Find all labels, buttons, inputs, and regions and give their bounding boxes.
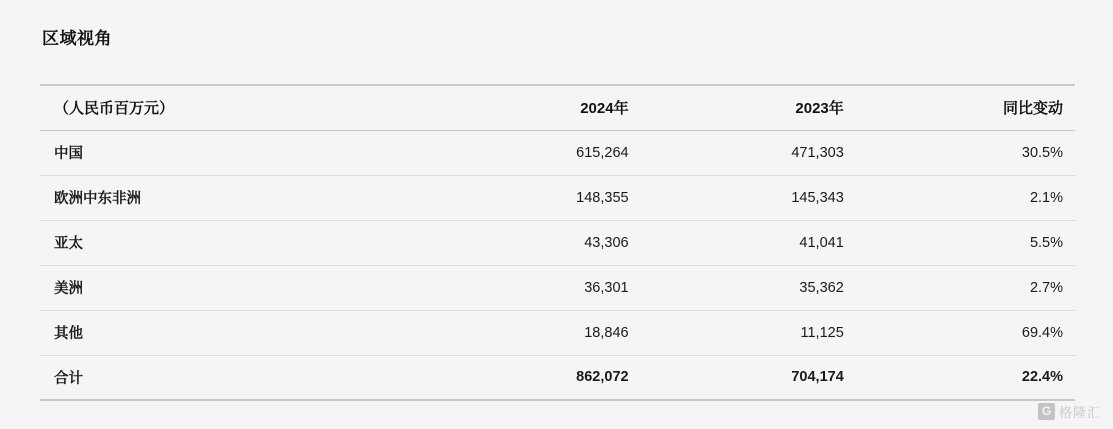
- total-value-2023: 704,174: [645, 355, 860, 400]
- row-value-change: 2.1%: [860, 175, 1075, 220]
- row-value-change: 30.5%: [860, 130, 1075, 175]
- table-total-row: [40, 355, 1075, 400]
- row-value-2023: 145,343: [645, 175, 860, 220]
- column-header-2023: 2023年: [645, 85, 860, 130]
- row-value-2023: 11,125: [645, 310, 860, 355]
- page-title: 区域视角: [42, 29, 112, 48]
- table-row: [40, 175, 1075, 220]
- row-value-change: 2.7%: [860, 265, 1075, 310]
- region-table-container: [40, 84, 1075, 401]
- row-value-2024: 615,264: [429, 130, 644, 175]
- region-table: [40, 84, 1075, 401]
- watermark-logo-icon: G: [1038, 403, 1055, 420]
- row-value-2023: 41,041: [645, 220, 860, 265]
- table-row: [40, 310, 1075, 355]
- row-label: 亚太: [40, 220, 429, 265]
- total-value-change: 22.4%: [860, 355, 1075, 400]
- row-value-2023: 35,362: [645, 265, 860, 310]
- row-value-2023: 471,303: [645, 130, 860, 175]
- unit-label: （人民币百万元）: [40, 85, 429, 130]
- watermark: [1038, 402, 1101, 421]
- watermark-text: 格隆汇: [1058, 405, 1101, 420]
- row-value-change: 5.5%: [860, 220, 1075, 265]
- table-row: [40, 220, 1075, 265]
- total-value-2024: 862,072: [429, 355, 644, 400]
- table-body: [40, 130, 1075, 400]
- row-value-change: 69.4%: [860, 310, 1075, 355]
- total-label: 合计: [40, 355, 429, 400]
- row-label: 中国: [40, 130, 429, 175]
- row-label: 美洲: [40, 265, 429, 310]
- column-header-2024: 2024年: [429, 85, 644, 130]
- table-header: [40, 85, 1075, 130]
- table-row: [40, 130, 1075, 175]
- row-value-2024: 43,306: [429, 220, 644, 265]
- row-value-2024: 36,301: [429, 265, 644, 310]
- row-label: 欧洲中东非洲: [40, 175, 429, 220]
- row-value-2024: 148,355: [429, 175, 644, 220]
- row-value-2024: 18,846: [429, 310, 644, 355]
- row-label: 其他: [40, 310, 429, 355]
- column-header-change: 同比变动: [860, 85, 1075, 130]
- table-header-row: [40, 85, 1075, 130]
- table-row: [40, 265, 1075, 310]
